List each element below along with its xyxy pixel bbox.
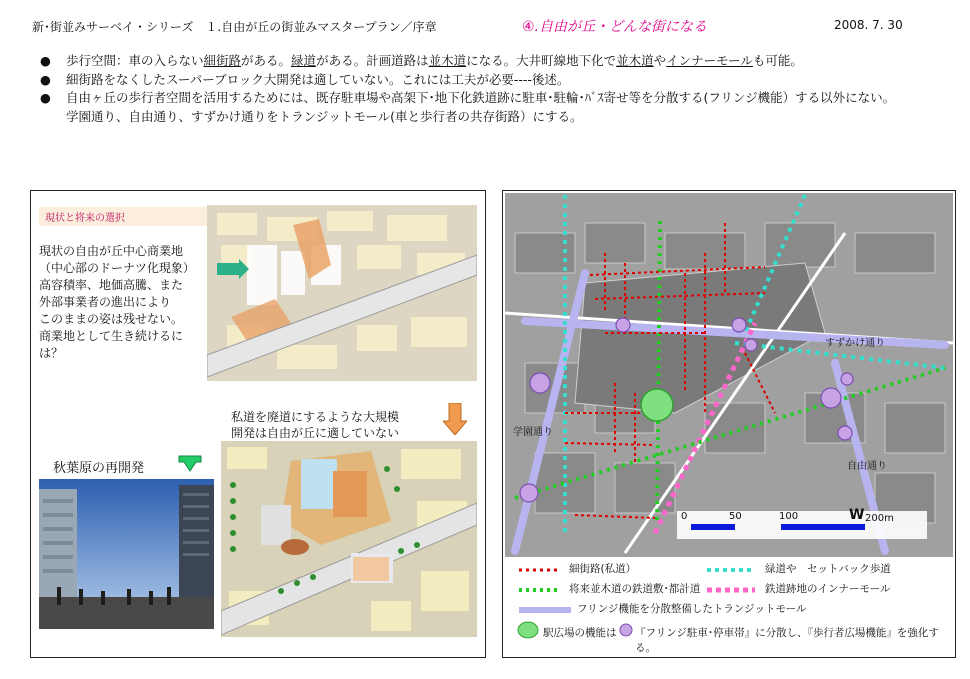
- arrow-down-icon: [443, 403, 467, 435]
- akihabara-label: 秋葉原の再開発: [53, 461, 145, 476]
- bullet-dot: ●: [40, 53, 51, 68]
- akihabara-photo: [39, 479, 214, 629]
- bullet-item: [40, 89, 960, 108]
- underlined-term: インナーモール: [666, 53, 753, 68]
- text-line: 開発は自由が丘に適していない: [231, 426, 400, 440]
- legend-last-text: 『フリンジ駐車･停車帯』に分散し、『歩行者広場機能』を強化する。: [635, 627, 939, 654]
- legend-pink-label: 鉄道跡地のインナーモール: [765, 583, 891, 595]
- theme-title: ④.自由が丘・どんな街になる: [522, 19, 708, 35]
- map-legend: [509, 559, 949, 655]
- text-run: 歩行空間：車の入らない: [66, 53, 204, 68]
- text-line: 現状の自由が丘中心商業地: [39, 244, 184, 258]
- legend-pink-swatch: [707, 587, 755, 593]
- scale-100: 100: [779, 511, 799, 522]
- underlined-term: 緑道: [291, 53, 317, 68]
- text-run: も可能。: [752, 53, 803, 68]
- street-label-suzukake: すずかけ通り: [825, 338, 886, 349]
- station-plaza-icon: [517, 621, 539, 639]
- scale-200: 200m: [865, 513, 894, 524]
- left-panel-tag: 現状と将来の選択: [39, 207, 227, 226]
- text-line: （中心部のドーナツ化現象）: [39, 261, 195, 275]
- bullet-dot: ●: [40, 71, 51, 87]
- text-line: 高容積率、地価高騰、また: [39, 278, 184, 292]
- left-panel-text: [39, 243, 214, 362]
- text-line: このままの姿は残せない。: [39, 312, 184, 326]
- legend-lavender-label: フリンジ機能を分散整備したトランジットモール: [577, 603, 807, 615]
- legend-red-swatch: [519, 567, 559, 573]
- text-run: がある。計画道路は: [316, 53, 429, 68]
- legend-cyan-label: 緑道や セットバック歩道: [765, 563, 891, 575]
- series-title: 新･街並みサーベイ・シリーズ １.自由が丘の街並みマスタープラン／序章: [32, 20, 437, 34]
- text-line: は？: [39, 346, 64, 360]
- pedestrian-resource-map: [505, 193, 953, 557]
- text-line: 私道を廃道にするような大規模: [231, 410, 400, 424]
- street-label-jiyu: 自由通り: [847, 461, 887, 472]
- aerial-existing-map: [207, 205, 477, 381]
- text-run: がある。: [241, 53, 292, 68]
- scale-50: 50: [729, 511, 742, 522]
- text-line: 外部事業者の進出により: [39, 295, 172, 309]
- legend-green-label: 将来並木道の鉄道敷･都計道: [569, 583, 701, 595]
- text-run: になる。大井町線地下化で: [466, 53, 617, 68]
- bullet-text: 細街路をなくしたスーパーブロック大開発は適していない。これには工夫が必要----後述。: [66, 71, 570, 87]
- development-caption: [231, 409, 399, 441]
- arrow-right-icon: [217, 263, 239, 275]
- bullet-dot: ●: [40, 90, 51, 105]
- legend-last-label: 駅広場の機能は: [543, 627, 617, 639]
- text-run: や: [653, 53, 667, 68]
- legend-cyan-swatch: [707, 567, 755, 573]
- north-mark: W: [849, 507, 865, 523]
- underlined-term: 並木道: [616, 53, 654, 68]
- legend-green-swatch: [519, 587, 559, 593]
- underlined-term: 細街路: [203, 53, 242, 68]
- fringe-parking-icon: [619, 623, 633, 637]
- arrow-down-icon: [177, 455, 203, 473]
- bullet-continuation: 学園通り、自由通り、すずかけ通りをトランジットモール(車と歩行者の共存街路）にする。: [66, 108, 583, 124]
- bullet-item: [40, 52, 960, 71]
- legend-lavender-swatch: [519, 607, 571, 613]
- legend-red-label: 細街路(私道）: [569, 563, 637, 575]
- underlined-term: 並木道: [428, 53, 467, 68]
- bullet-list: [40, 52, 960, 126]
- right-panel: [502, 190, 956, 658]
- date-label: 2008. 7. 30: [834, 18, 903, 32]
- scale-0: 0: [681, 511, 688, 522]
- bullet-item: [40, 71, 960, 90]
- bullet-text: 自由ヶ丘の歩行者空間を活用するためには、既存駐車場や高架下･地下化鉄道跡に駐車･駐輪･ﾊﾞｽ寄せ等を分散する(フリンジ機能）する以外にない。: [66, 90, 896, 105]
- text-line: 商業地として生き続けるに: [39, 329, 184, 343]
- left-panel: [30, 190, 486, 658]
- street-label-gakuen: 学園通り: [513, 427, 553, 438]
- aerial-redevelopment-map: [221, 441, 477, 637]
